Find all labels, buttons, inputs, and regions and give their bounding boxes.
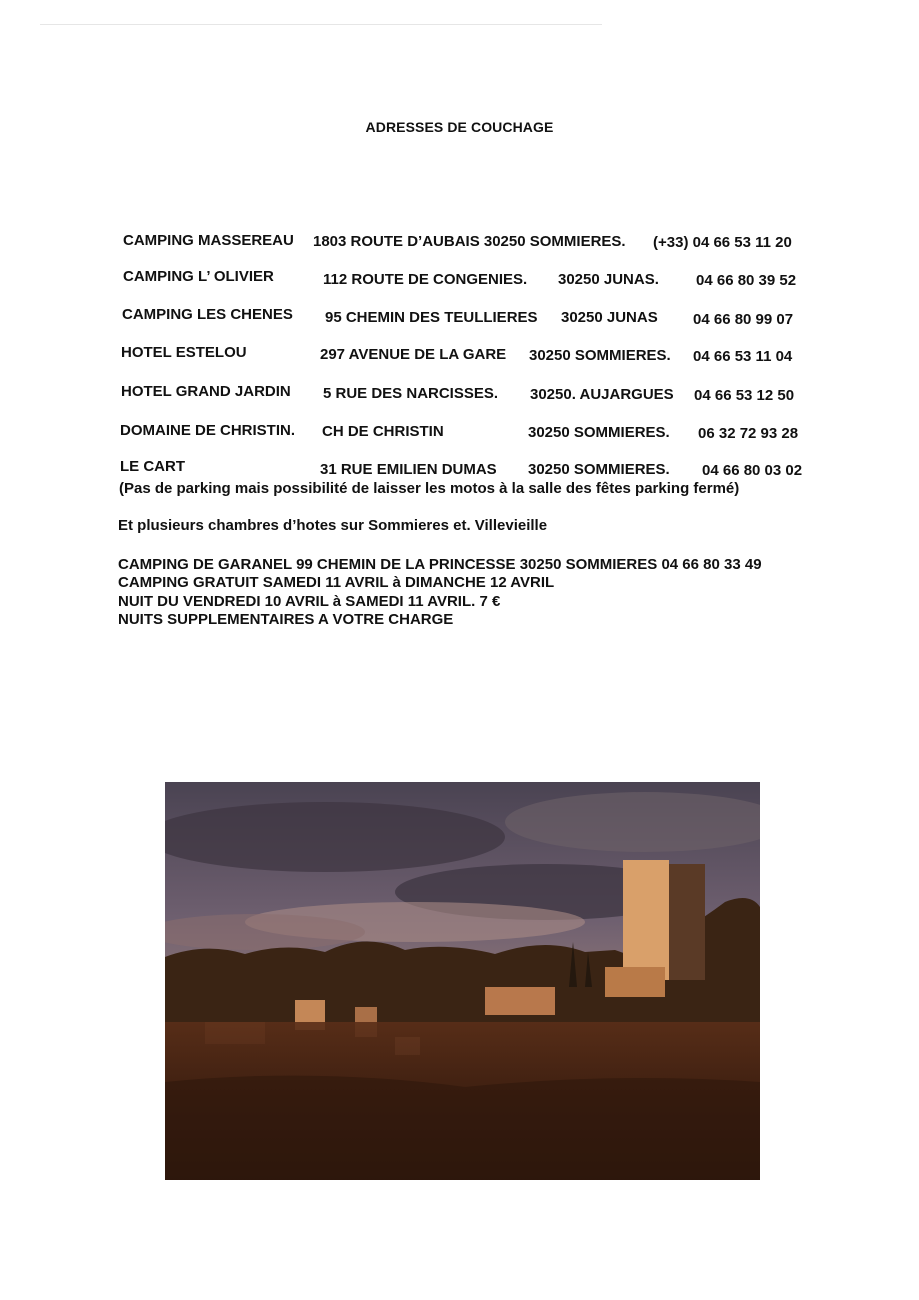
- scan-artifact-line: [40, 24, 602, 25]
- entry-address: 112 ROUTE DE CONGENIES.: [323, 271, 528, 288]
- entry-phone: 04 66 53 12 50: [694, 387, 795, 404]
- castle-tower-landscape-photo: [165, 782, 760, 1180]
- entry-address: CH DE CHRISTIN: [322, 423, 444, 440]
- entry-city: 30250 SOMMIERES.: [528, 424, 670, 441]
- page-title: ADRESSES DE COUCHAGE: [365, 119, 554, 135]
- entry-phone: 04 66 80 03 02: [702, 462, 803, 479]
- le-cart-note: (Pas de parking mais possibilité de laisser les motos à la salle des fêtes parking fermé): [119, 480, 740, 497]
- entry-city: 30250 SOMMIERES.: [528, 461, 670, 478]
- entry-name: HOTEL ESTELOU: [121, 344, 247, 361]
- garanel-line: CAMPING GRATUIT SAMEDI 11 AVRIL à DIMANCHE 12 AVRIL: [118, 574, 555, 591]
- entry-city: 30250 JUNAS.: [558, 271, 659, 288]
- entry-name: HOTEL GRAND JARDIN: [121, 383, 291, 400]
- entry-name: CAMPING LES CHENES: [122, 306, 293, 323]
- entry-phone: (+33) 04 66 53 11 20: [653, 234, 792, 251]
- entry-phone: 06 32 72 93 28: [698, 425, 799, 442]
- entry-name: DOMAINE DE CHRISTIN.: [120, 422, 296, 439]
- chambres-note: Et plusieurs chambres d’hotes sur Sommieres et. Villevieille: [118, 517, 548, 534]
- entry-phone: 04 66 53 11 04: [693, 348, 793, 365]
- entry-name: LE CART: [120, 458, 185, 475]
- entry-address: 1803 ROUTE D’AUBAIS 30250 SOMMIERES.: [313, 233, 626, 250]
- entry-phone: 04 66 80 39 52: [696, 272, 797, 289]
- entry-name: CAMPING MASSEREAU: [123, 232, 294, 249]
- entry-city: 30250. AUJARGUES: [530, 386, 674, 403]
- entry-address: 31 RUE EMILIEN DUMAS: [320, 461, 497, 478]
- entry-name: CAMPING L’ OLIVIER: [123, 268, 274, 285]
- entry-address: 297 AVENUE DE LA GARE: [320, 346, 507, 363]
- entry-phone: 04 66 80 99 07: [693, 311, 794, 328]
- entry-address: 5 RUE DES NARCISSES.: [323, 385, 499, 402]
- garanel-line: CAMPING DE GARANEL 99 CHEMIN DE LA PRINCESSE 30250 SOMMIERES 04 66 80 33 49: [118, 556, 762, 573]
- garanel-line: NUIT DU VENDREDI 10 AVRIL à SAMEDI 11 AVRIL. 7 €: [118, 593, 501, 610]
- garanel-line: NUITS SUPPLEMENTAIRES A VOTRE CHARGE: [118, 611, 454, 628]
- entry-address: 95 CHEMIN DES TEULLIERES: [325, 309, 538, 326]
- entry-city: 30250 JUNAS: [561, 309, 658, 326]
- entry-city: 30250 SOMMIERES.: [529, 347, 671, 364]
